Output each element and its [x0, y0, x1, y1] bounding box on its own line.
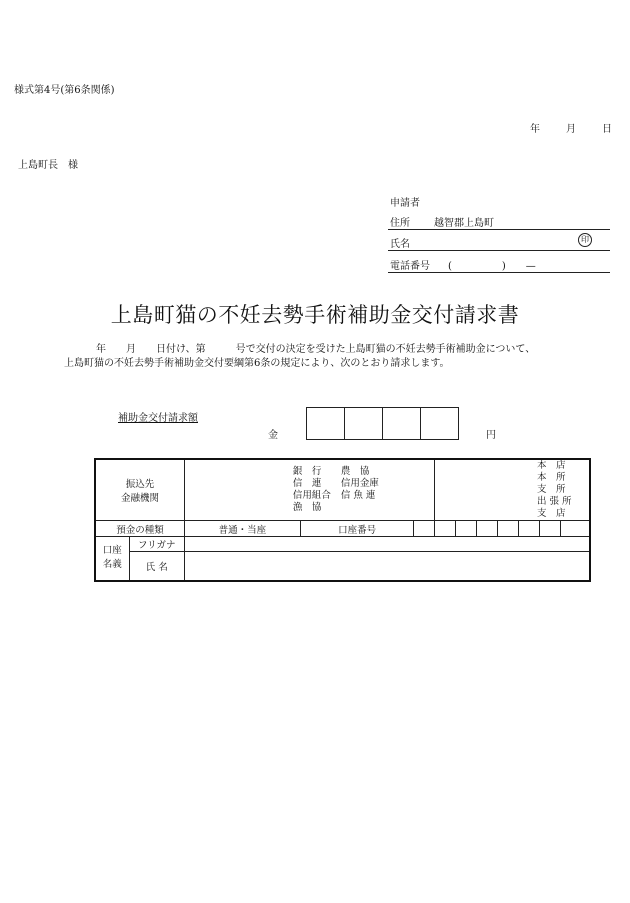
- account-digit-cell[interactable]: [434, 521, 455, 537]
- branch-shutchojo[interactable]: 出 張 所: [536, 496, 572, 507]
- destination-label-2: 金融機関: [120, 493, 159, 504]
- addressee: 上島町長 様: [18, 160, 78, 171]
- date-month: 月: [566, 124, 576, 135]
- applicant-name-row: [388, 232, 610, 251]
- branch-honten[interactable]: 本 店: [536, 460, 566, 471]
- amount-prefix: 金: [268, 430, 278, 441]
- destination-label: [95, 459, 184, 521]
- inst-shingyoren[interactable]: 信 魚 連: [340, 490, 376, 501]
- furigana-input[interactable]: [184, 537, 590, 552]
- form-number: 様式第4号(第6条関係): [14, 85, 115, 96]
- account-number-label: 口座番号: [300, 521, 414, 537]
- account-digit-cell[interactable]: [561, 521, 591, 537]
- date-day: 日: [602, 124, 612, 135]
- address-label: 住所: [390, 218, 410, 229]
- branch-types[interactable]: [434, 459, 590, 521]
- amount-label: 補助金交付請求額: [118, 413, 198, 424]
- bank-table: [94, 458, 591, 582]
- body-line-1: 年 月 日付け、第 号で交付の決定を受けた上島町猫の不妊去勢手術補助金について、: [96, 344, 536, 355]
- amount-digit-box[interactable]: [344, 408, 382, 439]
- body-text: [64, 343, 535, 371]
- name-label: 氏名: [390, 239, 410, 250]
- deposit-type-value[interactable]: 普通・当座: [184, 521, 300, 537]
- branch-shiten[interactable]: 支 店: [536, 508, 566, 519]
- account-digit-cell[interactable]: [476, 521, 497, 537]
- account-digit-cell[interactable]: [518, 521, 539, 537]
- date-field: [530, 120, 612, 135]
- amount-digit-box[interactable]: [420, 408, 458, 439]
- amount-boxes[interactable]: [306, 407, 459, 440]
- applicant-label: 申請者: [390, 198, 420, 209]
- furigana-label: フリガナ: [129, 537, 184, 552]
- phone-value[interactable]: ( ) —: [448, 261, 536, 272]
- holder-name-label: 氏 名: [129, 552, 184, 581]
- account-digit-cell[interactable]: [455, 521, 476, 537]
- account-holder-label-2: 名義: [102, 559, 122, 571]
- account-digit-cell[interactable]: [497, 521, 518, 537]
- amount-digit-box[interactable]: [307, 408, 344, 439]
- inst-bank[interactable]: 銀 行: [292, 466, 322, 477]
- deposit-type-label: 預金の種類: [95, 521, 184, 537]
- account-digit-cell[interactable]: [414, 521, 435, 537]
- account-holder-label: [95, 537, 129, 581]
- applicant-address-row: [388, 211, 610, 230]
- inst-gyokyo[interactable]: 漁 協: [292, 502, 322, 513]
- address-value[interactable]: 越智郡上島町: [434, 218, 494, 229]
- phone-label: 電話番号: [390, 261, 430, 272]
- inst-nokyo[interactable]: 農 協: [340, 466, 370, 477]
- body-line-2: 上島町猫の不妊去勢手術補助金交付要綱第6条の規定により、次のとおり請求します。: [64, 358, 450, 369]
- account-holder-label-1: 口座: [102, 545, 122, 557]
- applicant-phone-row: [388, 254, 610, 273]
- date-year: 年: [530, 124, 540, 135]
- inst-shinkin[interactable]: 信用金庫: [340, 478, 379, 489]
- amount-suffix: 円: [486, 430, 496, 441]
- branch-shisho[interactable]: 支 所: [536, 484, 566, 495]
- institution-types[interactable]: [184, 459, 434, 521]
- holder-name-input[interactable]: [184, 552, 590, 581]
- account-digit-cell[interactable]: [539, 521, 560, 537]
- destination-label-1: 振込先: [125, 479, 155, 490]
- seal-mark: 印: [578, 233, 592, 247]
- inst-shinren[interactable]: 信 連: [292, 478, 322, 489]
- inst-shinkumi[interactable]: 信用組合: [292, 490, 331, 501]
- amount-digit-box[interactable]: [382, 408, 420, 439]
- branch-honsho[interactable]: 本 所: [536, 472, 566, 483]
- document-title: 上島町猫の不妊去勢手術補助金交付請求書: [110, 303, 520, 327]
